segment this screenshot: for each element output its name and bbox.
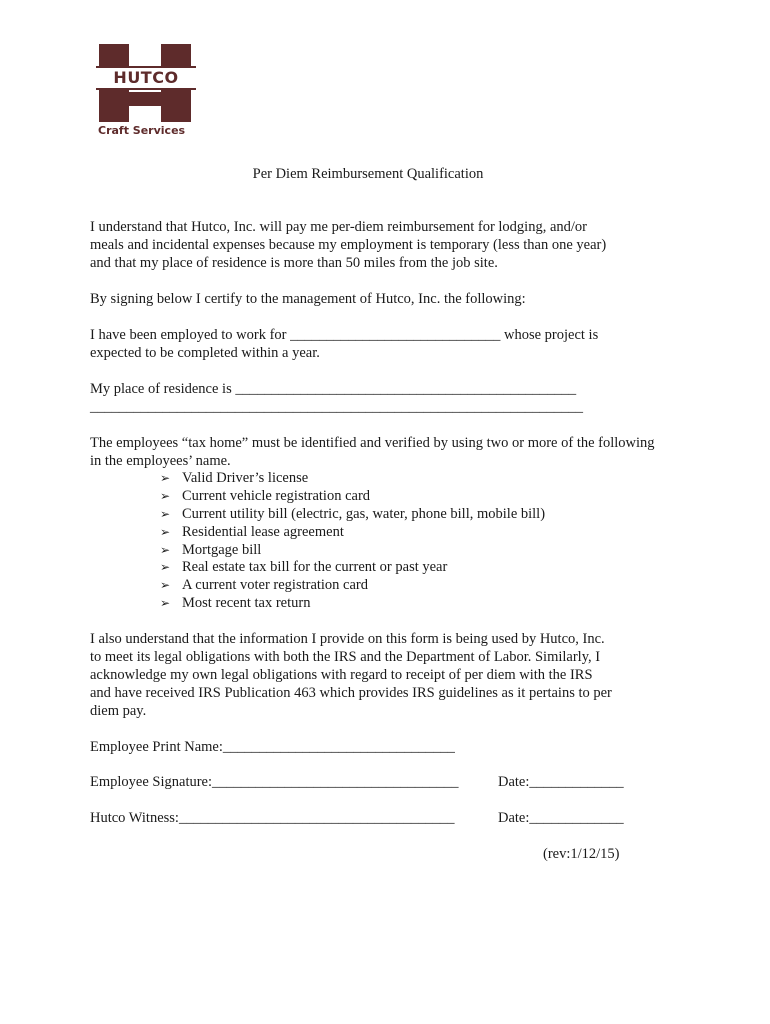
hutco-witness-field[interactable]: Hutco Witness:______________________________________	[90, 810, 455, 826]
arrow-bullet-icon: ➢	[160, 596, 171, 611]
logo-brand: HUTCO	[96, 66, 196, 90]
arrow-bullet-icon: ➢	[160, 542, 171, 557]
list-item: ➢ A current voter registration card	[160, 577, 369, 594]
list-item: ➢ Valid Driver’s license	[160, 470, 309, 486]
list-item: ➢ Mortgage bill	[160, 541, 262, 558]
arrow-bullet-icon: ➢	[160, 524, 171, 539]
signature-date-field[interactable]: Date:_____________	[498, 774, 624, 790]
paragraph-2-line-5: diem pay.	[90, 703, 147, 719]
arrow-bullet-icon: ➢	[160, 578, 171, 593]
list-item: ➢ Current utility bill (electric, gas, water, phone bill, mobile bill)	[160, 505, 546, 522]
employee-print-name-field[interactable]: Employee Print Name:________________________________	[90, 739, 455, 755]
hutco-logo	[96, 44, 196, 139]
logo-subtitle: Craft Services	[98, 124, 186, 137]
tax-home-documents-list	[160, 470, 545, 613]
employee-signature-field[interactable]: Employee Signature:__________________________________	[90, 774, 459, 790]
arrow-bullet-icon: ➢	[160, 560, 171, 575]
paragraph-2-line-4: and have received IRS Publication 463 which provides IRS guidelines as it pertains to per	[90, 685, 612, 701]
paragraph-1-line-3: and that my place of residence is more than 50 miles from the job site.	[90, 255, 498, 271]
paragraph-1-line-2: meals and incidental expenses because my employment is temporary (less than one year)	[90, 237, 607, 253]
list-item: ➢ Real estate tax bill for the current or past year	[160, 559, 448, 576]
employer-field-line-2: expected to be completed within a year.	[90, 345, 320, 361]
employer-field-line: I have been employed to work for _____________________________ whose project is	[90, 327, 599, 343]
witness-date-field[interactable]: Date:_____________	[498, 810, 624, 826]
residence-field-line: My place of residence is _______________________________________________	[90, 381, 577, 397]
paragraph-2-line-2: to meet its legal obligations with both the IRS and the Department of Labor. Similarly, I	[90, 649, 601, 665]
paragraph-1-line-1: I understand that Hutco, Inc. will pay me per-diem reimbursement for lodging, and/or	[90, 219, 588, 235]
list-item: ➢ Current vehicle registration card	[160, 487, 371, 504]
list-item: ➢ Most recent tax return	[160, 595, 311, 612]
arrow-bullet-icon: ➢	[160, 506, 171, 521]
certify-statement: By signing below I certify to the management of Hutco, Inc. the following:	[90, 291, 526, 307]
document-title: Per Diem Reimbursement Qualification	[252, 166, 484, 182]
arrow-bullet-icon: ➢	[160, 488, 171, 503]
residence-field-line-2: ____________________________________________________________________	[90, 399, 583, 415]
paragraph-2-line-1: I also understand that the information I provide on this form is being used by Hutco, Inc.	[90, 631, 605, 647]
paragraph-2-line-3: acknowledge my own legal obligations with regard to receipt of per diem with the IRS	[90, 667, 593, 683]
arrow-bullet-icon: ➢	[160, 471, 171, 485]
list-item: ➢ Residential lease agreement	[160, 523, 344, 540]
tax-home-line-1: The employees “tax home” must be identified and verified by using two or more of the following	[90, 435, 655, 451]
revision-note: (rev:1/12/15)	[543, 846, 620, 862]
tax-home-line-2: in the employees’ name.	[90, 453, 231, 469]
